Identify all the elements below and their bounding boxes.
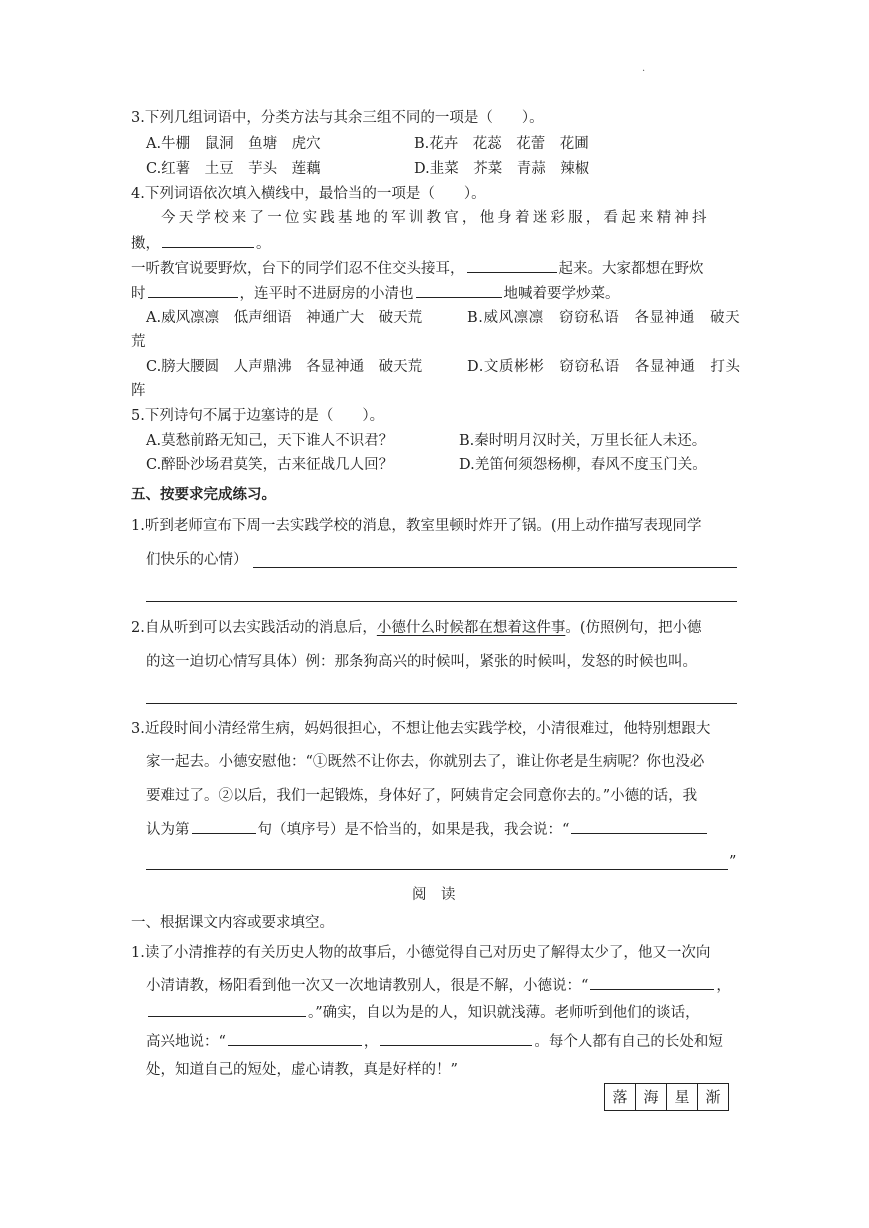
reading-text: 小清请教，杨阳看到他一次又一次地请教别人，很是不解，小德说：“ — [146, 978, 589, 994]
q5-option-c: C.醉卧沙场君莫笑，古来征战几人回？ — [146, 457, 394, 473]
exercise1-line2: 们快乐的心情） — [146, 552, 248, 568]
q4-option-c: C.膀大腰圆 人声鼎沸 各显神通 破天荒 — [146, 359, 423, 375]
reading-q1-line1: 1.读了小清推荐的有关历史人物的故事后，小德觉得自己对历史了解得太少了，他又一次向 — [131, 945, 711, 961]
reading-q1-line3 — [146, 1002, 700, 1023]
reading-text: ， — [716, 978, 731, 994]
reading-q1-line4 — [146, 1031, 723, 1052]
exercise3-line3: 要难过了。②以后，我们一起锻炼，身体好了，阿姨肯定会同意你去的。”小德的话，我 — [146, 788, 698, 804]
answer-blank[interactable] — [571, 819, 707, 834]
answer-line[interactable] — [146, 869, 728, 870]
exercise3-line4 — [146, 819, 709, 840]
reading-text: 。每个人都有自己的长处和短 — [534, 1034, 723, 1050]
q4-option-a: A.威风凛凛 低声细语 神通广大 破天荒 — [146, 310, 423, 326]
closing-quote: ” — [729, 854, 737, 870]
q4-option-d: D.文质彬彬 窃窃私语 各显神通 打头 — [467, 359, 741, 375]
grid-cell: 渐 — [705, 1088, 721, 1106]
answer-line[interactable] — [253, 567, 737, 568]
reading-q1-line5: 处，知道自己的短处，虚心请教，真是好样的！” — [146, 1062, 458, 1078]
exercise1-line1: 1.听到老师宣布下周一去实践学校的消息，教室里顿时炸开了锅。(用上动作描写表现同学 — [131, 518, 702, 534]
answer-line[interactable] — [146, 601, 737, 602]
exercise3-text: 认为第 — [146, 822, 190, 838]
q4-text: 起来。大家都想在野炊 — [558, 261, 704, 277]
answer-blank[interactable] — [590, 975, 714, 990]
answer-blank[interactable] — [148, 1002, 306, 1017]
exercise3-text: 句（填序号）是不恰当的，如果是我，我会说：“ — [257, 822, 570, 838]
q3-stem: 3.下列几组词语中，分类方法与其余三组不同的一项是（ ）。 — [131, 110, 544, 126]
q4-option-b-cont: 荒 — [131, 334, 146, 350]
exercise2-line1 — [131, 618, 702, 638]
exercise2-text: 。(仿照例句，把小德 — [565, 620, 702, 636]
q4-stem: 4.下列词语依次填入横线中，最恰当的一项是（ ）。 — [131, 186, 486, 202]
q5-option-b: B.秦时明月汉时关，万里长征人未还。 — [459, 433, 707, 449]
reading-q1-line2 — [146, 975, 731, 996]
q4-passage-line2 — [131, 233, 271, 254]
answer-blank[interactable] — [416, 283, 502, 298]
corner-mark: · — [642, 66, 646, 77]
q5-option-d: D.羌笛何须怨杨柳，春风不度玉门关。 — [459, 457, 707, 473]
reading-part1-title: 一、根据课文内容或要求填空。 — [131, 915, 334, 931]
answer-blank[interactable] — [467, 258, 557, 273]
q3-option-c: C.红薯 土豆 芋头 莲藕 — [146, 161, 321, 177]
answer-blank[interactable] — [380, 1031, 532, 1046]
q4-text: 时 — [131, 286, 146, 302]
reading-text: ， — [363, 1034, 379, 1050]
q3-option-d: D.韭菜 芥菜 青蒜 辣椒 — [414, 161, 590, 177]
reading-text: 高兴地说：“ — [146, 1034, 226, 1050]
q5-stem: 5.下列诗句不属于边塞诗的是（ ）。 — [131, 408, 385, 424]
exercise3-line2: 家一起去。小德安慰他：“①既然不让你去，你就别去了，谁让你老是生病呢？你也没必 — [146, 754, 705, 770]
q4-text: 一听教官说要野炊，台下的同学们忍不住交头接耳， — [131, 261, 465, 277]
answer-blank[interactable] — [162, 233, 254, 248]
exercise2-text: 2.自从听到可以去实践活动的消息后， — [131, 620, 377, 636]
exercise2-line2: 的这一迫切心情写具体）例：那条狗高兴的时候叫，紧张的时候叫，发怒的时候也叫。 — [146, 654, 697, 670]
character-grid — [604, 1083, 729, 1111]
exercise3-line1: 3.近段时间小清经常生病，妈妈很担心，不想让他去实践学校，小清很难过，他特别想跟大 — [131, 721, 711, 737]
q4-passage-line3 — [131, 258, 704, 279]
example-sentence: 小德什么时候都在想着这件事 — [376, 620, 566, 636]
answer-line[interactable] — [146, 703, 737, 704]
q4-passage-line1: 今天学校来了一位实践基地的军训教官，他身着迷彩服，看起来精神抖 — [161, 210, 710, 226]
grid-cell: 海 — [636, 1084, 667, 1110]
q3-option-b: B.花卉 花蕊 花蕾 花圃 — [414, 136, 589, 152]
reading-title: 阅 读 — [412, 887, 456, 903]
q3-option-a: A.牛棚 鼠洞 鱼塘 虎穴 — [146, 136, 321, 152]
answer-blank[interactable] — [228, 1031, 362, 1046]
q4-option-d-cont: 阵 — [131, 383, 146, 399]
answer-blank[interactable] — [148, 283, 238, 298]
q4-text: 。 — [256, 236, 271, 252]
q5-option-a: A.莫愁前路无知己，天下谁人不识君？ — [146, 433, 394, 449]
section-five-title: 五、按要求完成练习。 — [131, 486, 276, 503]
answer-blank[interactable] — [192, 819, 256, 834]
reading-text: 。”确实，自以为是的人，知识就浅薄。老师听到他们的谈话， — [308, 1005, 700, 1021]
grid-cell: 落 — [605, 1084, 636, 1110]
q4-text: ，连平时不进厨房的小清也 — [239, 286, 414, 302]
q4-text: 地喊着要学炒菜。 — [503, 286, 620, 302]
q4-text: 擞， — [131, 236, 160, 252]
grid-cell: 星 — [667, 1084, 698, 1110]
q4-option-b: B.威风凛凛 窃窃私语 各显神通 破天 — [467, 310, 741, 326]
q4-passage-line4 — [131, 283, 620, 304]
